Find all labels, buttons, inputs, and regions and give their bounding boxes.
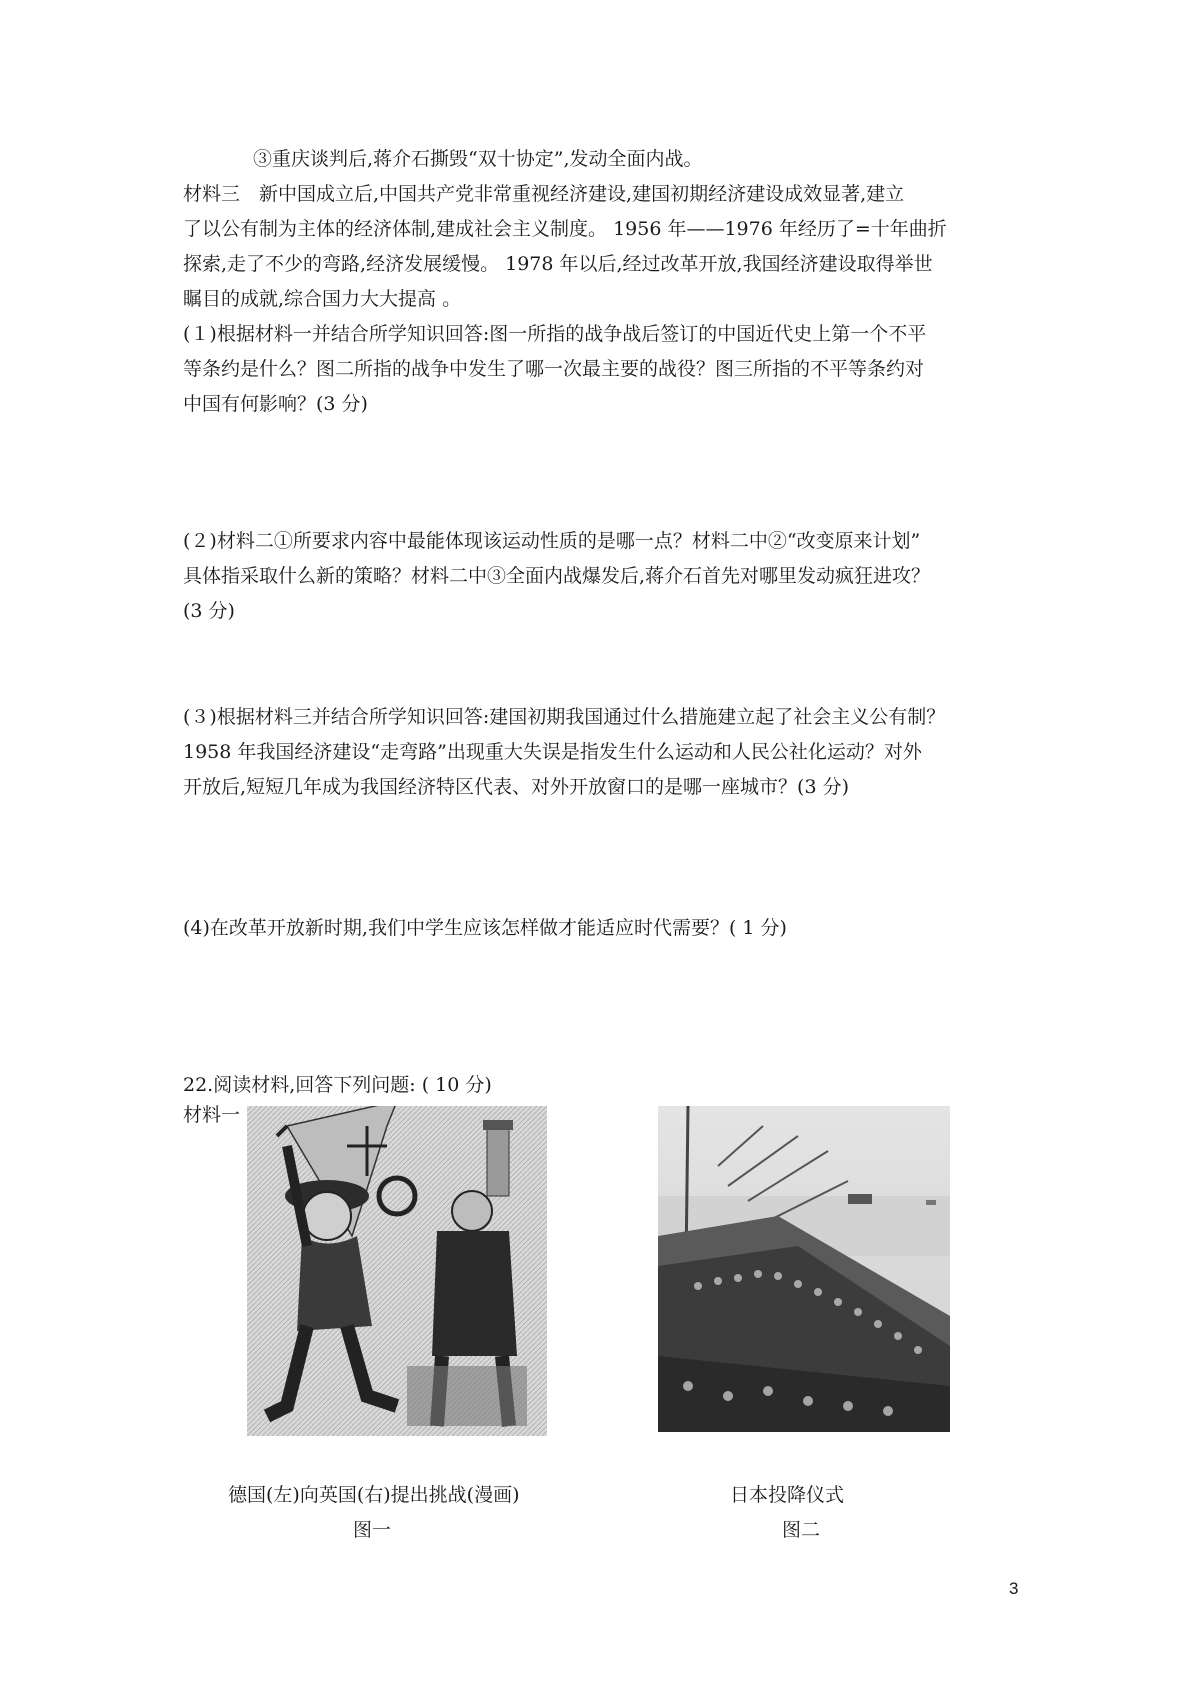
question-2: (２)材料二①所要求内容中最能体现该运动性质的是哪一点？材料二中②“改变原来计划” [183,530,921,552]
figure-2-caption: 日本投降仪式 [730,1484,845,1506]
figure-1-label: 图一 [353,1519,392,1541]
question-1: (１)根据材料一并结合所学知识回答:图一所指的战争战后签订的中国近代史上第一个不平 [183,323,927,345]
figure-2-photo [658,1106,950,1432]
text-line: 了以公有制为主体的经济体制,建成社会主义制度。 1956 年——1976 年经历了=十年曲折 [183,218,947,240]
figure-1-caption: 德国(左)向英国(右)提出挑战(漫画) [228,1484,520,1506]
text-line: 材料三 新中国成立后,中国共产党非常重视经济建设,建国初期经济建设成效显著,建立 [183,183,905,205]
text-line: 1958 年我国经济建设“走弯路”出现重大失误是指发生什么运动和人民公社化运动？对外 [183,741,922,763]
text-line: 中国有何影响？(3 分) [183,393,368,415]
figure-1-cartoon [247,1106,547,1436]
text-line: 具体指采取什么新的策略？材料二中③全面内战爆发后,蒋介石首先对哪里发动疯狂进攻？ [183,565,931,587]
figure-2-label: 图二 [782,1519,821,1541]
material-label: 材料一 [183,1104,241,1126]
text-line: 瞩目的成就,综合国力大大提高 。 [183,288,462,310]
question-4: (4)在改革开放新时期,我们中学生应该怎样做才能适应时代需要？( 1 分) [183,917,787,939]
text-line: (3 分) [183,600,235,622]
text-line: 探索,走了不少的弯路,经济发展缓慢。 1978 年以后,经过改革开放,我国经济建设取得举世 [183,253,933,275]
text-line: 等条约是什么？图二所指的战争中发生了哪一次最主要的战役？图三所指的不平等条约对 [183,358,925,380]
text-line: 开放后,短短几年成为我国经济特区代表、对外开放窗口的是哪一座城市？(3 分) [183,776,849,798]
question-3: (３)根据材料三并结合所学知识回答:建国初期我国通过什么措施建立起了社会主义公有制？ [183,706,946,728]
question-22: 22.阅读材料,回答下列问题: ( 10 分) [183,1074,492,1096]
page-number: 3 [1009,1579,1019,1598]
text-line: ③重庆谈判后,蒋介石撕毁“双十协定”,发动全面内战。 [253,148,703,170]
